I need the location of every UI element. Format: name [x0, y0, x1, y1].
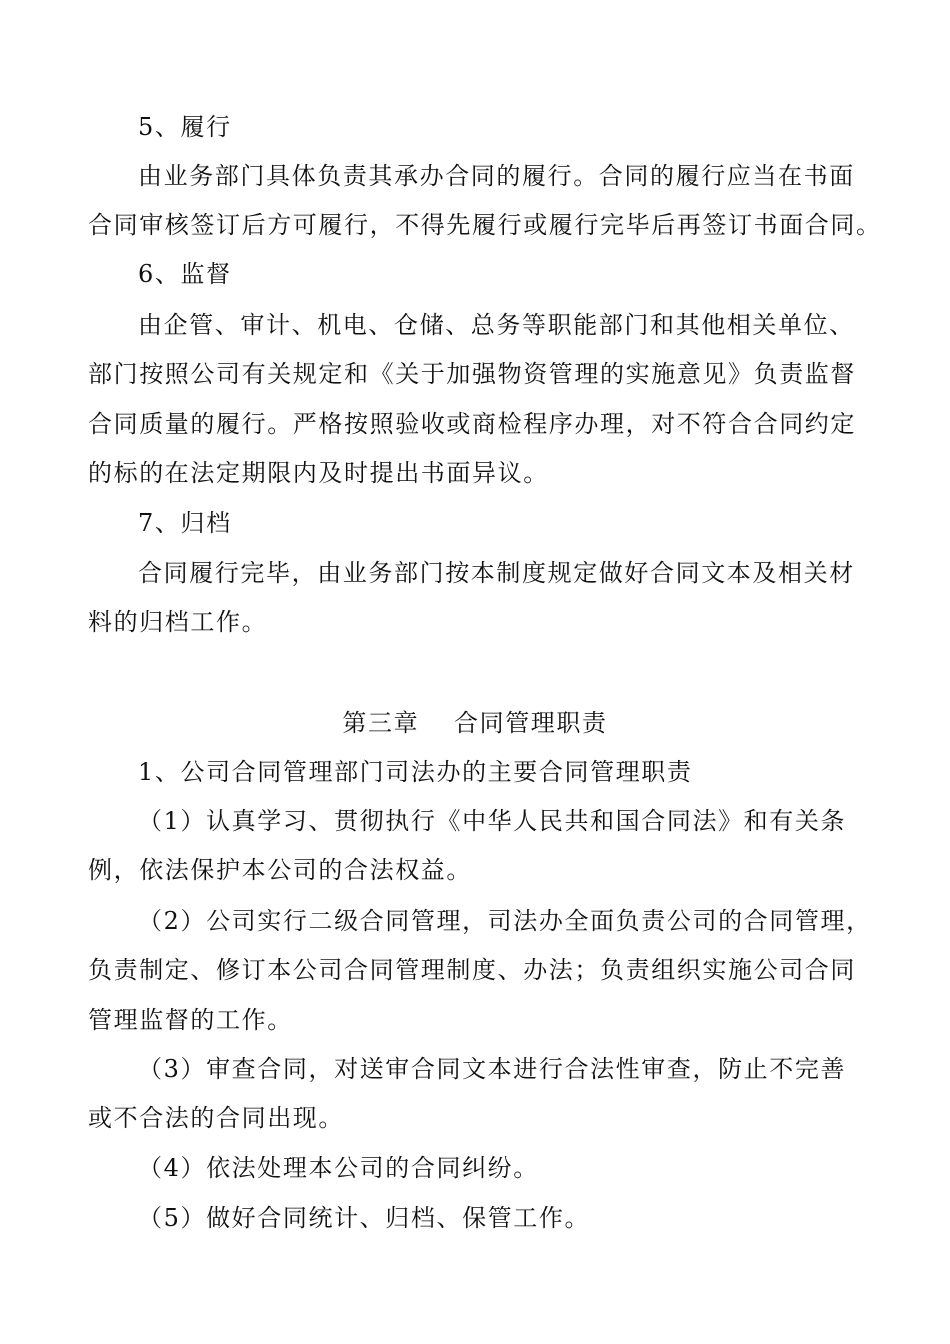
duty-item-2-line: 管理监督的工作。	[88, 1006, 293, 1034]
section-5-paragraph-line: 由业务部门具体负责其承办合同的履行。合同的履行应当在书面	[138, 162, 855, 190]
section-7-paragraph-line: 合同履行完毕，由业务部门按本制度规定做好合同文本及相关材	[138, 559, 855, 587]
duty-item-1-line: 例，依法保护本公司的合法权益。	[88, 856, 472, 884]
section-7-heading: 7、归档	[138, 509, 232, 537]
chapter-3-heading-1: 1、公司合同管理部门司法办的主要合同管理职责	[138, 758, 693, 786]
section-5-heading: 5、履行	[138, 113, 232, 141]
duty-item-3-line: （3）审查合同，对送审合同文本进行合法性审查，防止不完善	[138, 1055, 847, 1083]
duty-item-1-line: （1）认真学习、贯彻执行《中华人民共和国合同法》和有关条	[138, 807, 847, 835]
duty-item-3-line: 或不合法的合同出现。	[88, 1104, 344, 1132]
duty-item-5-line: （5）做好合同统计、归档、保管工作。	[138, 1204, 591, 1232]
section-6-paragraph-line: 部门按照公司有关规定和《关于加强物资管理的实施意见》负责监督	[88, 360, 856, 388]
section-7-paragraph-line: 料的归档工作。	[88, 608, 268, 636]
section-5-paragraph-line: 合同审核签订后方可履行，不得先履行或履行完毕后再签订书面合同。	[88, 211, 882, 239]
section-6-paragraph-line: 由企管、审计、机电、仓储、总务等职能部门和其他相关单位、	[138, 311, 855, 339]
duty-item-2-line: 负责制定、修订本公司合同管理制度、办法；负责组织实施公司合同	[88, 956, 856, 984]
section-6-paragraph-line: 的标的在法定期限内及时提出书面异议。	[88, 459, 549, 487]
duty-item-2-line: （2）公司实行二级合同管理，司法办全面负责公司的合同管理，	[138, 907, 872, 935]
section-6-heading: 6、监督	[138, 260, 232, 288]
section-6-paragraph-line: 合同质量的履行。严格按照验收或商检程序办理，对不符合合同约定	[88, 410, 856, 438]
chapter-title: 第三章 合同管理职责	[342, 709, 608, 737]
duty-item-4-line: （4）依法处理本公司的合同纠纷。	[138, 1154, 539, 1182]
